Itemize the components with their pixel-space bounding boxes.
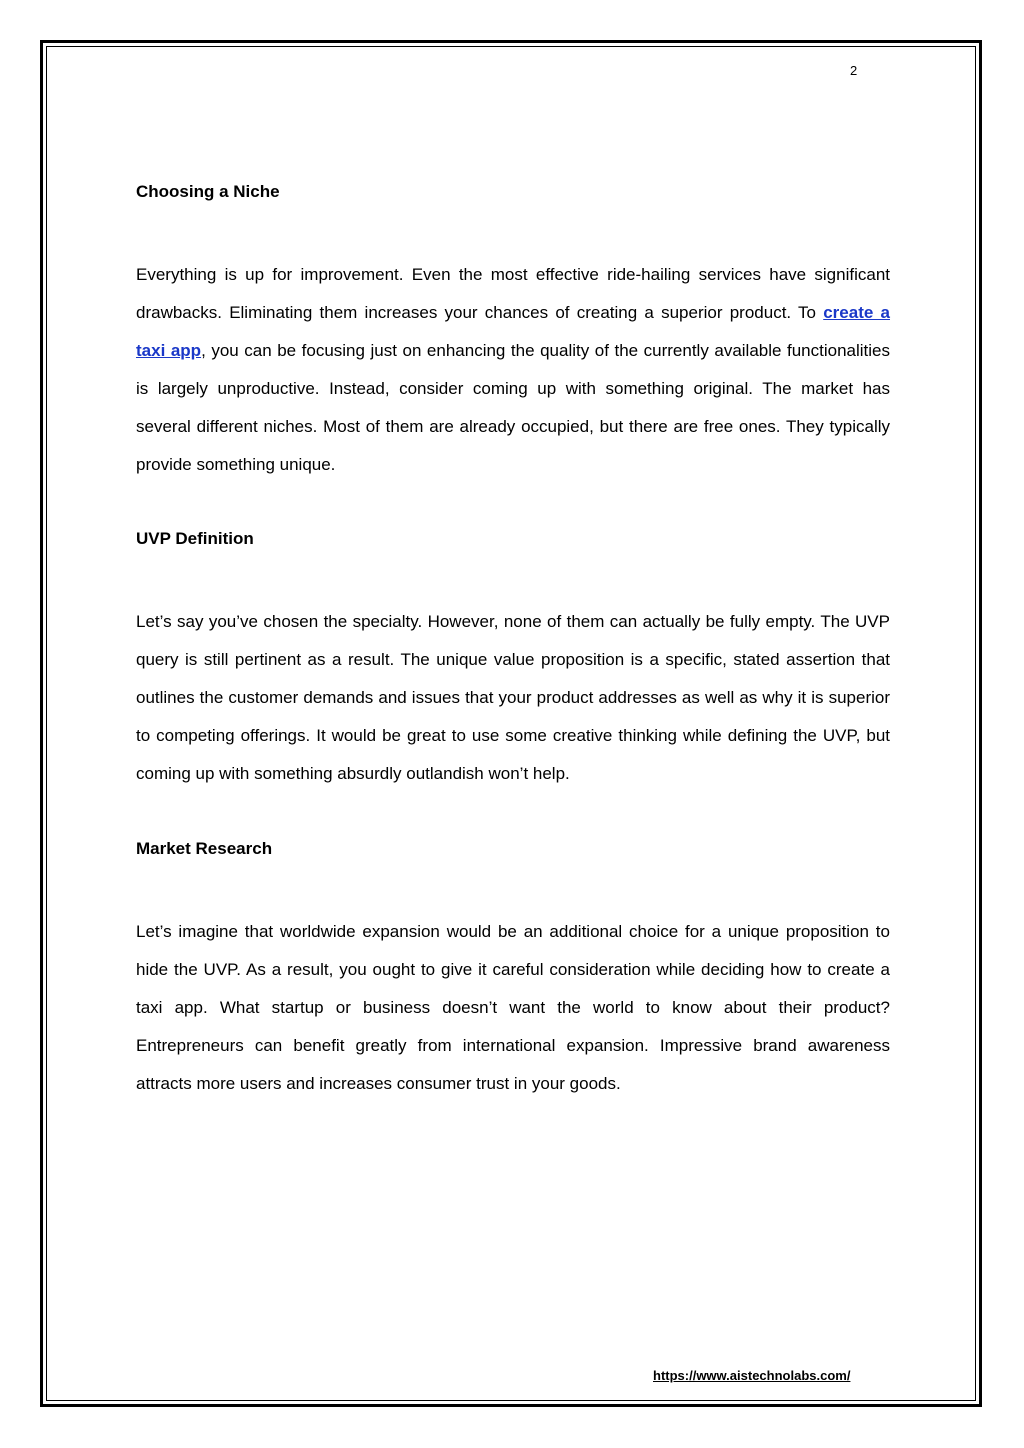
section-heading-market-research: Market Research — [136, 838, 273, 858]
section-heading-uvp-definition: UVP Definition — [136, 529, 254, 549]
section-heading-choosing-a-niche: Choosing a Niche — [136, 182, 280, 201]
spacer — [136, 793, 890, 833]
footer-website-link[interactable]: https://www.aistechnolabs.com/ — [653, 1368, 851, 1383]
paragraph-text: Everything is up for improvement. Even the most effective ride-hailing services have significant drawbacks. Eliminating them increases your chances of creating a superior product. To — [136, 265, 890, 322]
create-taxi-app-link[interactable]: create a taxi app — [136, 302, 890, 360]
paragraph-text: , you can be focusing just on enhancing the quality of the currently available functionalities is largely unproductive. Instead, consider coming up with something original. The market has several different niches. Most of them are already occupied, but there are free ones. They typically provide something unique. — [136, 340, 891, 474]
document-body — [136, 176, 890, 1103]
spacer — [136, 555, 890, 603]
spacer — [136, 865, 890, 913]
section-paragraph-uvp-definition: Let’s say you’ve chosen the specialty. However, none of them can actually be fully empty. The UVP query is still pertinent as a result. The unique value proposition is a specific, stated assertion that outlines the customer demands and issues that your product addresses as well as why it is superior to competing offerings. It would be great to use some creative thinking while defining the UVP, but coming up with something absurdly outlandish won’t help. — [136, 612, 890, 784]
spacer — [136, 208, 890, 256]
section-paragraph-market-research: Let’s imagine that worldwide expansion would be an additional choice for a unique proposition to hide the UVP. As a result, you ought to give it careful consideration while deciding how to create a taxi app. What startup or business doesn’t want the world to know about their product? Entrepreneurs can benefit greatly from international expansion. Impressive brand awareness attracts more users and increases consumer trust in your goods. — [136, 921, 890, 1093]
spacer — [136, 483, 890, 523]
page-number: 2 — [850, 63, 858, 78]
section-paragraph-choosing-a-niche — [136, 256, 890, 483]
